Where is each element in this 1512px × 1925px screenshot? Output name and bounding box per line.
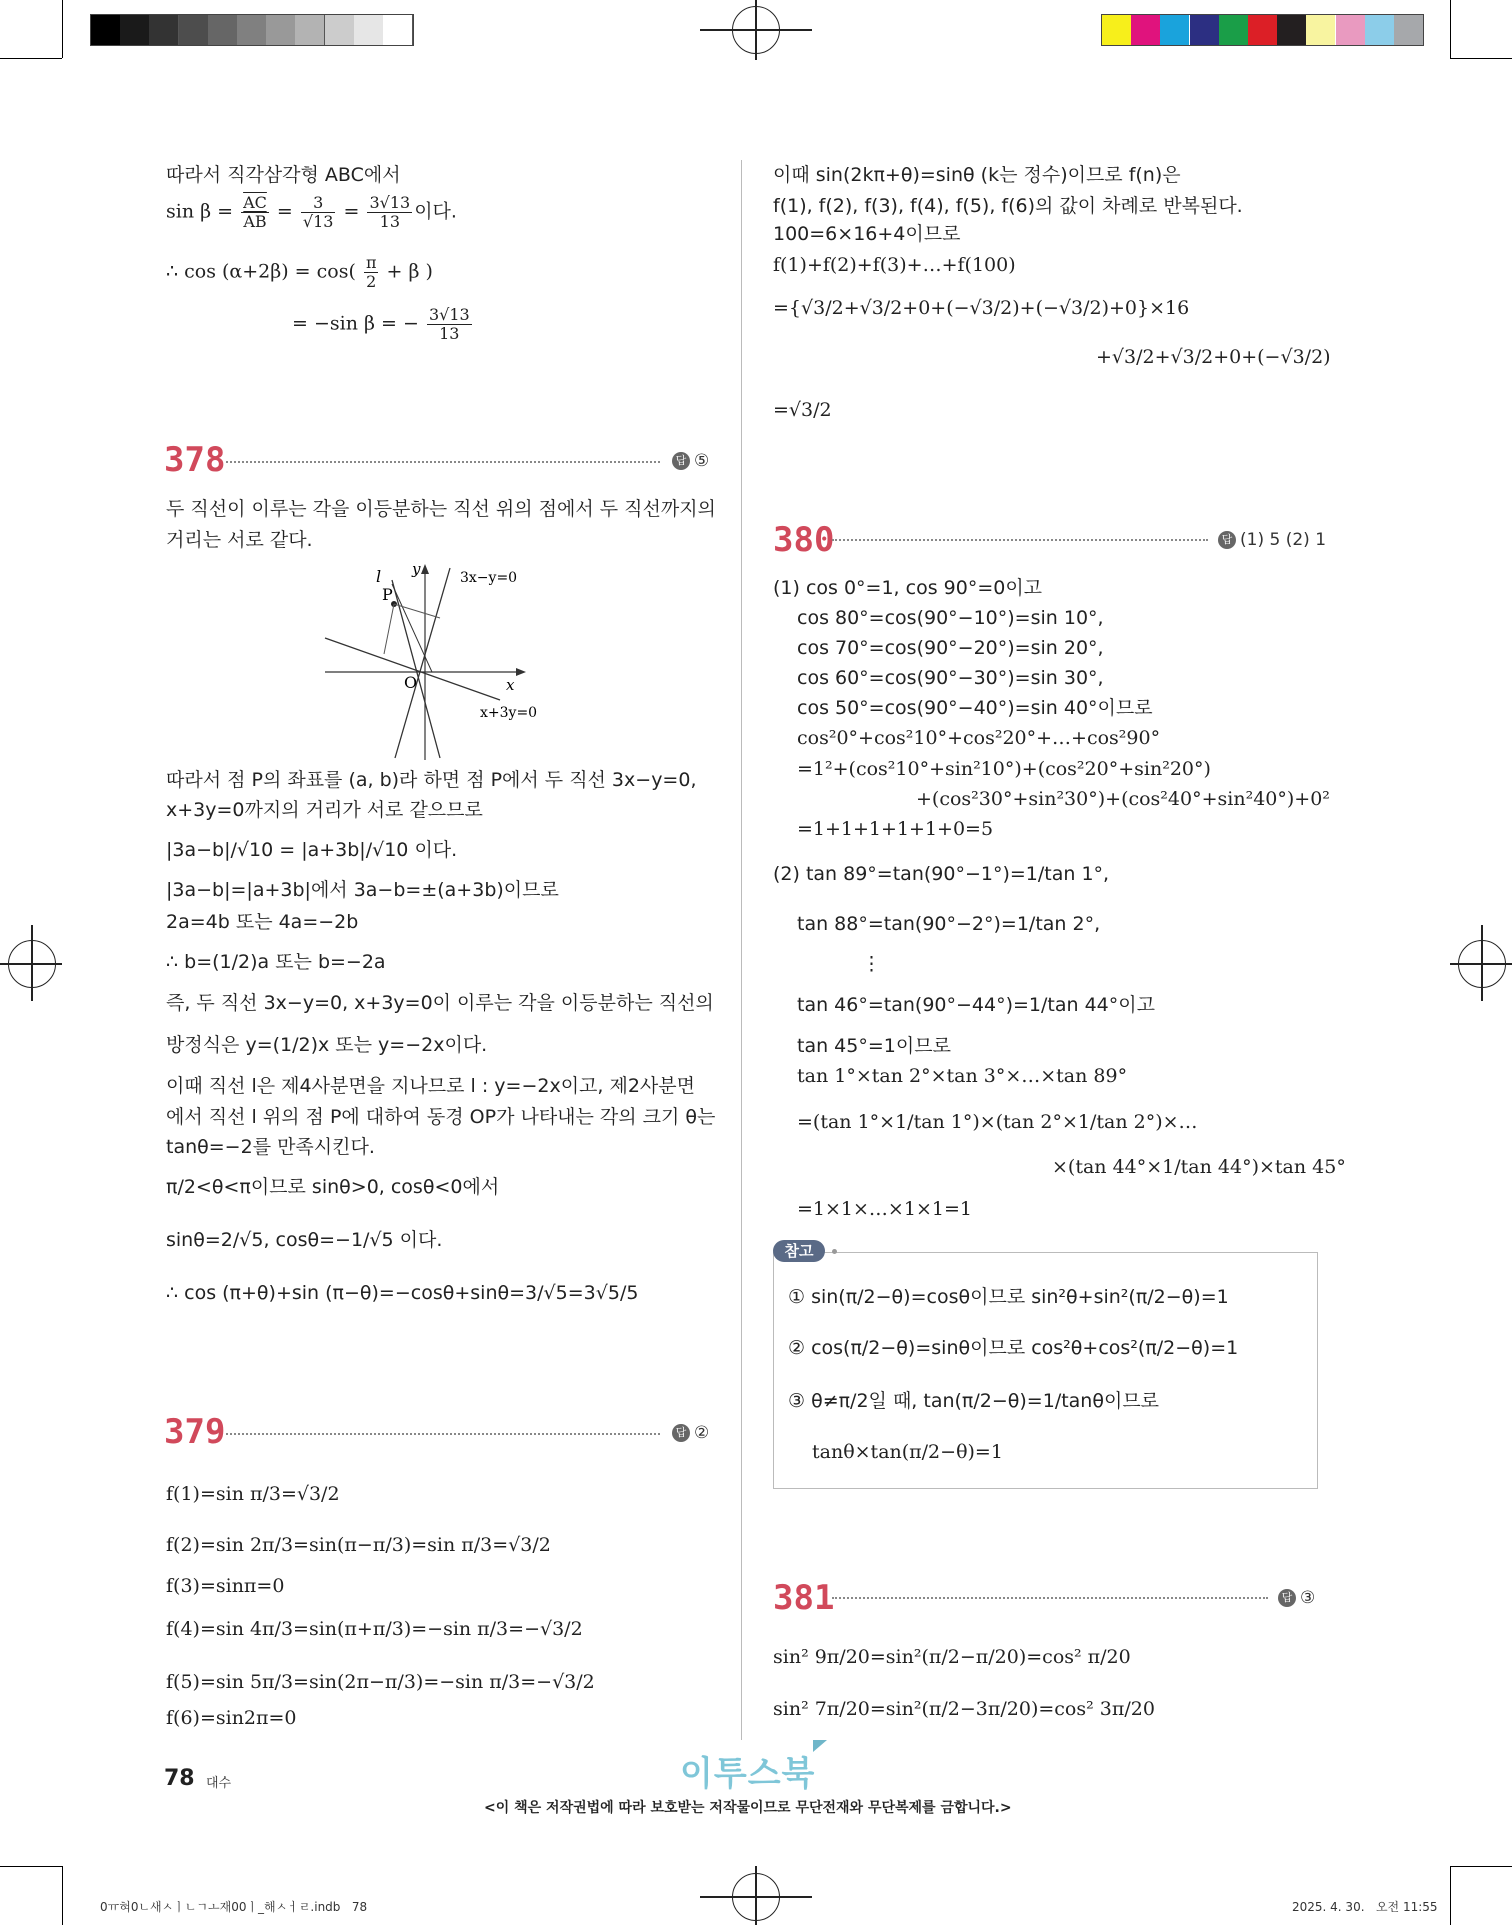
intro-line: = −sin β = − $\frac{3√13}{13}$: [292, 305, 470, 343]
fig-label: y: [412, 560, 421, 578]
solution-line: 두 직선이 이루는 각을 이등분하는 직선 위의 점에서 두 직선까지의: [166, 498, 716, 520]
solution-line: ={√3/2+√3/2+0+(−√3/2)+(−√3/2)+0}×16: [773, 297, 1190, 319]
solution-line: sin² 7π/20=sin²(π/2−3π/20)=cos² 3π/20: [773, 1698, 1155, 1720]
solution-line: cos 70°=cos(90°−20°)=sin 20°,: [797, 637, 1104, 659]
registration-mark: [1481, 925, 1483, 1001]
solution-line: cos 60°=cos(90°−30°)=sin 30°,: [797, 667, 1104, 689]
file-slug: 0ㅠ혀0ㄴ새ㅅㅣㄴㄱㅗ재00ㅣ_해ㅅㅓㄹ.indb 78: [100, 1900, 368, 1914]
fraction: $\frac{\overline{AC}}{AB}$: [243, 193, 267, 231]
solution-line: ∴ cos (π+θ)+sin (π−θ)=−cosθ+sinθ=3/√5=3√5/5: [166, 1282, 639, 1304]
cmyk-swatch: [1277, 15, 1306, 45]
fig-label: l: [376, 567, 382, 586]
solution-line: ⋮: [862, 953, 881, 975]
gray-swatch: [325, 15, 355, 45]
solution-line: tan 1°×tan 2°×tan 3°×…×tan 89°: [797, 1065, 1128, 1087]
solution-line: 에서 직선 l 위의 점 P에 대하여 동경 OP가 나타내는 각의 크기 θ는: [166, 1106, 716, 1128]
solution-line: f(2)=sin 2π/3=sin(π−π/3)=sin π/3=√3/2: [166, 1534, 551, 1556]
reference-line: ① sin(π/2−θ)=cosθ이므로 sin²θ+sin²(π/2−θ)=1: [788, 1286, 1229, 1308]
problem-number-379: 379: [164, 1412, 226, 1452]
reference-dot: [832, 1249, 837, 1254]
fraction: $\frac{\pi}{2}$: [365, 253, 377, 291]
fig-label: 3x−y=0: [460, 570, 518, 586]
crop-mark: [1450, 1866, 1451, 1925]
solution-line: π/2<θ<π이므로 sinθ>0, cosθ<0에서: [166, 1176, 500, 1198]
dotted-leader: [832, 539, 1208, 541]
solution-line: f(6)=sin2π=0: [166, 1707, 297, 1729]
fig-label: x+3y=0: [480, 705, 538, 721]
reference-tag: 참고: [773, 1240, 825, 1262]
solution-line: 이때 직선 l은 제4사분면을 지나므로 l : y=−2x이고, 제2사분면: [166, 1075, 695, 1097]
solution-line: 즉, 두 직선 3x−y=0, x+3y=0이 이루는 각을 이등분하는 직선의: [166, 992, 714, 1014]
solution-line: cos²0°+cos²10°+cos²20°+…+cos²90°: [797, 727, 1161, 749]
copyright-notice: <이 책은 저작권법에 따라 보호받는 저작물이므로 무단전재와 무단복제를 금합니다.>: [484, 1800, 1012, 1816]
solution-line: =1+1+1+1+1+0=5: [797, 818, 994, 840]
cmyk-swatch: [1102, 15, 1131, 45]
cmyk-swatch: [1248, 15, 1277, 45]
bisector-figure: [320, 560, 580, 760]
answer-381: 답 ③: [1278, 1588, 1315, 1608]
intro-line: ∴ cos (α+2β) = cos( $\frac{\pi}{2}$ + β ): [166, 253, 433, 291]
registration-mark: [755, 1866, 757, 1925]
subject-label: 대수: [206, 1776, 232, 1791]
cmyk-swatch: [1190, 15, 1219, 45]
cmyk-swatch: [1365, 15, 1394, 45]
dotted-leader: [226, 461, 660, 463]
problem-number-378: 378: [164, 440, 226, 480]
problem-number-381: 381: [773, 1578, 835, 1618]
cmyk-swatch: [1160, 15, 1189, 45]
solution-line: (1) cos 0°=1, cos 90°=0이고: [773, 577, 1043, 599]
solution-line: f(4)=sin 4π/3=sin(π+π/3)=−sin π/3=−√3/2: [166, 1618, 583, 1640]
solution-line: ×(tan 44°×1/tan 44°)×tan 45°: [1052, 1156, 1346, 1178]
cmyk-swatch: [1336, 15, 1365, 45]
solution-line: cos 50°=cos(90°−40°)=sin 40°이므로: [797, 697, 1153, 719]
solution-line: f(1)+f(2)+f(3)+…+f(100): [773, 254, 1016, 276]
crop-mark: [0, 58, 62, 59]
answer-icon: 답: [1278, 1589, 1296, 1607]
crop-mark: [62, 1866, 63, 1925]
solution-line: 따라서 점 P의 좌표를 (a, b)라 하면 점 P에서 두 직선 3x−y=0,: [166, 769, 697, 791]
gray-color-bar: [90, 14, 414, 46]
fig-label: x: [506, 676, 515, 694]
solution-line: =1²+(cos²10°+sin²10°)+(cos²20°+sin²20°): [797, 758, 1211, 780]
fig-label: P: [382, 585, 393, 604]
solution-line: sinθ=2/√5, cosθ=−1/√5 이다.: [166, 1229, 443, 1251]
solution-line: +√3/2+√3/2+0+(−√3/2): [1096, 346, 1331, 368]
gray-swatch: [149, 15, 179, 45]
reference-line: ② cos(π/2−θ)=sinθ이므로 cos²θ+cos²(π/2−θ)=1: [788, 1337, 1239, 1359]
gray-swatch: [354, 15, 384, 45]
solution-line: f(3)=sinπ=0: [166, 1575, 285, 1597]
solution-line: =1×1×…×1×1=1: [797, 1198, 972, 1220]
answer-379: 답 ②: [672, 1423, 709, 1443]
solution-line: cos 80°=cos(90°−10°)=sin 10°,: [797, 607, 1104, 629]
logo-flag-icon: [813, 1740, 827, 1752]
solution-line: x+3y=0까지의 거리가 서로 같으므로: [166, 799, 483, 821]
fraction: $\frac{3}{√13}$: [302, 193, 334, 231]
solution-line: tan 88°=tan(90°−2°)=1/tan 2°,: [797, 913, 1101, 935]
cmyk-swatch: [1131, 15, 1160, 45]
solution-line: f(1)=sin π/3=√3/2: [166, 1483, 340, 1505]
fig-label: O: [404, 673, 418, 692]
solution-line: f(5)=sin 5π/3=sin(2π−π/3)=−sin π/3=−√3/2: [166, 1671, 595, 1693]
gray-swatch: [383, 15, 413, 45]
column-divider: [741, 160, 742, 1740]
crop-mark: [1450, 0, 1451, 58]
gray-swatch: [120, 15, 150, 45]
solution-line: tan 46°=tan(90°−44°)=1/tan 44°이고: [797, 994, 1155, 1016]
solution-line: 거리는 서로 같다.: [166, 529, 313, 551]
solution-line: |3a−b|/√10 = |a+3b|/√10 이다.: [166, 839, 458, 861]
cmyk-color-bar: [1101, 14, 1424, 46]
solution-line: +(cos²30°+sin²30°)+(cos²40°+sin²40°)+0²: [916, 788, 1330, 810]
crop-mark: [62, 0, 63, 58]
solution-line: 방정식은 y=(1/2)x 또는 y=−2x이다.: [166, 1034, 488, 1056]
gray-swatch: [91, 15, 121, 45]
solution-line: f(1), f(2), f(3), f(4), f(5), f(6)의 값이 차례로 반복된다.: [773, 195, 1243, 217]
fraction: $\frac{3√13}{13}$: [428, 305, 470, 343]
intro-line: 따라서 직각삼각형 ABC에서: [166, 164, 401, 186]
problem-number-380: 380: [773, 520, 835, 560]
gray-swatch: [295, 15, 325, 45]
solution-line: (2) tan 89°=tan(90°−1°)=1/tan 1°,: [773, 863, 1110, 885]
cmyk-swatch: [1394, 15, 1423, 45]
answer-icon: 답: [672, 452, 690, 470]
solution-line: =(tan 1°×1/tan 1°)×(tan 2°×1/tan 2°)×…: [797, 1111, 1198, 1133]
gray-swatch: [208, 15, 238, 45]
intro-line: sin β = $\frac{\overline{AC}}{AB}$ = $\frac{3}{√13}$ = $\frac{3√13}{13}$ 이다.: [166, 193, 457, 231]
cmyk-swatch: [1219, 15, 1248, 45]
answer-icon: 답: [1218, 531, 1236, 549]
solution-line: 2a=4b 또는 4a=−2b: [166, 911, 359, 933]
solution-line: =√3/2: [773, 399, 832, 421]
publisher-logo: 이투스북: [680, 1754, 816, 1794]
reference-line: ③ θ≠π/2일 때, tan(π/2−θ)=1/tanθ이므로: [788, 1390, 1160, 1412]
solution-line: ∴ b=(1/2)a 또는 b=−2a: [166, 951, 386, 973]
solution-line: 100=6×16+4이므로: [773, 223, 961, 245]
solution-line: tan 45°=1이므로: [797, 1035, 951, 1057]
print-timestamp: 2025. 4. 30. 오전 11:55: [1292, 1900, 1438, 1914]
gray-swatch: [179, 15, 209, 45]
gray-swatch: [266, 15, 296, 45]
solution-line: |3a−b|=|a+3b|에서 3a−b=±(a+3b)이므로: [166, 879, 559, 901]
page-number: 78: [164, 1766, 195, 1791]
solution-line: 이때 sin(2kπ+θ)=sinθ (k는 정수)이므로 f(n)은: [773, 164, 1181, 186]
answer-icon: 답: [672, 1424, 690, 1442]
crop-mark: [1450, 1866, 1512, 1867]
registration-mark: [31, 925, 33, 1001]
answer-380: 답 (1) 5 (2) 1: [1218, 530, 1326, 550]
dotted-leader: [226, 1433, 660, 1435]
crop-mark: [1450, 58, 1512, 59]
registration-mark: [755, 0, 757, 60]
reference-line: tanθ×tan(π/2−θ)=1: [812, 1441, 1003, 1463]
solution-line: tanθ=−2를 만족시킨다.: [166, 1136, 375, 1158]
gray-swatch: [237, 15, 267, 45]
fraction: $\frac{3√13}{13}$: [369, 193, 411, 231]
crop-mark: [0, 1866, 62, 1867]
answer-378: 답 ⑤: [672, 451, 709, 471]
dotted-leader: [832, 1597, 1268, 1599]
cmyk-swatch: [1306, 15, 1335, 45]
solution-line: sin² 9π/20=sin²(π/2−π/20)=cos² π/20: [773, 1646, 1131, 1668]
